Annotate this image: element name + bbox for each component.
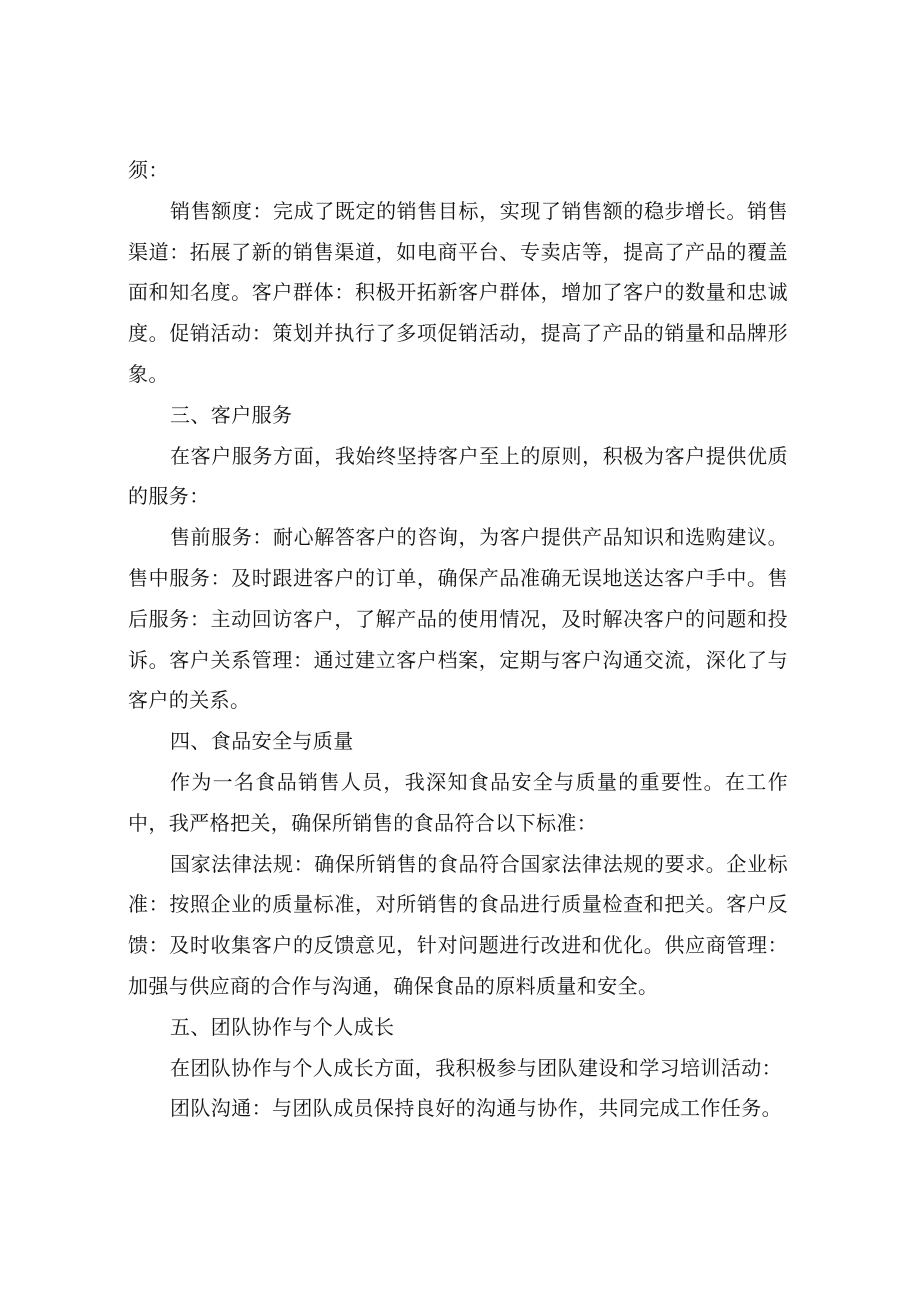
paragraph-customer-service-details: 售前服务：耐心解答客户的咨询，为客户提供产品知识和选购建议。售中服务：及时跟进客户的订单，确保产品准确无误地送达客户手中。售后服务：主动回访客户，了解产品的使用情况，及时解决客户的问题和投诉。客户关系管理：通过建立客户档案，定期与客户沟通交流，深化了与客户的关系。 (128, 525, 788, 713)
paragraph-continuation: 须： (128, 158, 169, 182)
paragraph-food-safety-intro: 作为一名食品销售人员，我深知食品安全与质量的重要性。在工作中，我严格把关，确保所销售的食品符合以下标准： (128, 769, 788, 835)
document-body (128, 150, 788, 1129)
section-heading-teamwork: 五、团队协作与个人成长 (170, 1014, 395, 1039)
section-heading-food-safety: 四、食品安全与质量 (170, 729, 354, 754)
paragraph-team-communication: 团队沟通：与团队成员保持良好的沟通与协作，共同完成工作任务。 (170, 1096, 782, 1121)
paragraph-teamwork-intro: 在团队协作与个人成长方面，我积极参与团队建设和学习培训活动： (170, 1055, 782, 1080)
paragraph-sales-results: 销售额度：完成了既定的销售目标，实现了销售额的稳步增长。销售渠道：拓展了新的销售渠道，如电商平台、专卖店等，提高了产品的覆盖面和知名度。客户群体：积极开拓新客户群体，增加了客户的数量和忠诚度。促销活动：策划并执行了多项促销活动，提高了产品的销量和品牌形象。 (128, 198, 788, 386)
paragraph-customer-service-intro: 在客户服务方面，我始终坚持客户至上的原则，积极为客户提供优质的服务： (128, 443, 788, 509)
section-heading-customer-service: 三、客户服务 (170, 402, 293, 427)
paragraph-food-safety-standards: 国家法律法规：确保所销售的食品符合国家法律法规的要求。企业标准：按照企业的质量标准，对所销售的食品进行质量检查和把关。客户反馈：及时收集客户的反馈意见，针对问题进行改进和优化。供应商管理：加强与供应商的合作与沟通，确保食品的原料质量和安全。 (128, 851, 788, 998)
